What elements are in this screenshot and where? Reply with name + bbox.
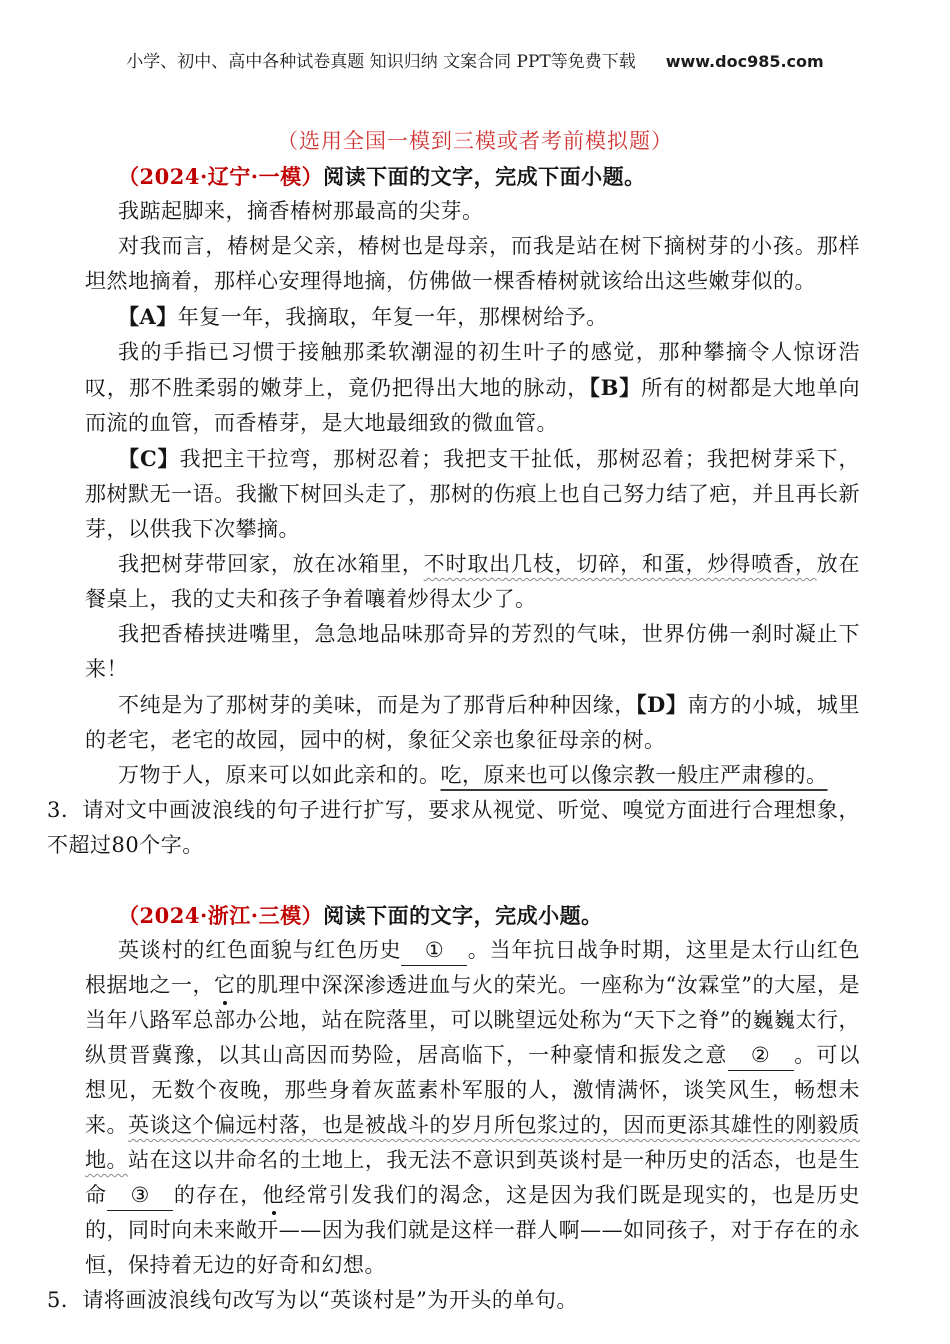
emphasis-dot-run: 他 — [262, 1183, 285, 1207]
text-run: 的存在， — [173, 1183, 263, 1207]
text-run: 年复一年，我摘取，年复一年，那棵树给予。 — [177, 305, 608, 329]
paragraph — [85, 617, 860, 687]
question-5: 5．请将画波浪线句改写为以“英谈村是”为开头的单句。 — [47, 1288, 578, 1312]
header-site-url[interactable]: www.doc985.com — [665, 52, 824, 71]
text-run: 。可以想见，无数个夜晚，那些身着灰蓝素朴军服的人，激情满怀，谈笑风生，畅想未来。 — [85, 1043, 860, 1137]
paragraph — [85, 194, 860, 229]
paragraph — [85, 547, 860, 617]
site-header — [0, 0, 950, 74]
text-run: 我把树芽带回家，放在冰箱里， — [118, 552, 424, 576]
passage-liaoning — [47, 159, 860, 793]
wavy-underline-run: 不时取出几枝，切碎，和蛋，炒得喷香， — [423, 552, 817, 576]
paragraph — [85, 687, 860, 758]
text-run: 我把香椿挟进嘴里，急急地品味那奇异的芳烈的气味，世界仿佛一刹时凝止下来！ — [85, 622, 860, 681]
passage1-source-tag: （2024·辽宁·一模） — [118, 164, 324, 189]
passage2-body — [85, 933, 860, 1283]
passage1-instruction: 阅读下面的文字，完成下面小题。 — [323, 164, 646, 189]
bracket-marker: 【B】 — [589, 375, 642, 400]
passage2-instruction: 阅读下面的文字，完成小题。 — [323, 903, 603, 928]
bracket-marker: 【D】 — [635, 692, 688, 717]
paragraph — [85, 933, 860, 1283]
wavy-underline-run: 英谈这个偏远村落，也是被战斗的岁月所包浆过的，因而更添其雄性的刚毅质地。 — [85, 1113, 861, 1172]
passage1-body — [85, 194, 860, 793]
paragraph — [85, 335, 860, 441]
text-run: 万物于人，原来可以如此亲和的。 — [118, 763, 441, 787]
paragraph — [85, 441, 860, 547]
paragraph — [85, 229, 860, 299]
text-run: 的肌理中深深渗透进血与火的荣光。一座称为“汝霖堂”的大屋，是当年八路军总部办公地，站在院落里，可以眺望远处称为“天下之脊”的巍巍太行，纵贯晋冀豫，以其山高因而势险，居高临下，一种豪情和振发之意 — [85, 973, 861, 1067]
document-content — [47, 159, 860, 1318]
text-run: 我把主干拉弯，那树忍着；我把支干扯低，那树忍着；我把树芽采下，那树默无一语。我撇下树回头走了，那树的伤痕上也自己努力结了疤，并且再长新芽，以供我下次攀摘。 — [85, 447, 860, 541]
text-run: 我的手指已习惯于接触那柔软潮湿的初生叶子的感觉，那种攀摘令人惊讶浩叹，那不胜柔弱的嫩芽上，竟仍把得出大地的脉动， — [85, 340, 860, 400]
blank-line-spacer — [47, 863, 860, 898]
bracket-marker: 【C】 — [118, 446, 180, 471]
passage1-heading — [85, 159, 860, 194]
blank-slot: ② — [728, 1040, 794, 1071]
text-run: 站在这以井命名的土地上，我无法不意识到英谈村是一种历史的活态，也是生命 — [85, 1148, 861, 1207]
text-run: 所有的树都是大地单向而流的血管，而香椿芽，是大地最细致的微血管。 — [85, 376, 861, 435]
blank-slot: ③ — [107, 1180, 173, 1211]
text-run: 放在餐桌上，我的丈夫和孩子争着嚷着炒得太少了。 — [85, 552, 861, 611]
text-run: 经常引发我们的渴念，这是因为我们既是现实的，也是历史的，同时向未来敞开——因为我们就是这样一群人啊——如同孩子，对于存在的永恒，保持着无边的好奇和幻想。 — [85, 1183, 860, 1277]
question-3: 3．请对文中画波浪线的句子进行扩写，要求从视觉、听觉、嗅觉方面进行合理想象，不超过80个字。 — [47, 798, 860, 857]
paragraph — [85, 299, 860, 335]
text-run: 南方的小城，城里的老宅，老宅的故园，园中的树，象征父亲也象征母亲的树。 — [85, 693, 861, 752]
selection-note: （选用全国一模到三模或者考前模拟题） — [277, 129, 673, 153]
blank-slot: ① — [401, 935, 467, 966]
paragraph — [85, 758, 860, 793]
header-promo-text: 小学、初中、高中各种试卷真题 知识归纳 文案合同 PPT等免费下载 — [126, 52, 636, 72]
passage2-source-tag: （2024·浙江·三模） — [118, 903, 324, 928]
text-run: 我踮起脚来，摘香椿树那最高的尖芽。 — [118, 199, 484, 223]
text-run: 英谈村的红色面貌与红色历史 — [118, 938, 402, 962]
text-run: 不纯是为了那树芽的美味，而是为了那背后种种因缘， — [118, 693, 636, 717]
text-run: 。当年抗日战争时期，这里是太行山红色根据地之一， — [85, 938, 860, 997]
bracket-marker: 【A】 — [118, 304, 178, 329]
text-run: 对我而言，椿树是父亲，椿树也是母亲，而我是站在树下摘树芽的小孩。那样坦然地摘着，那样心安理得地摘，仿佛做一棵香椿树就该给出这些嫩芽似的。 — [85, 234, 860, 293]
emphasis-dot-run: 它 — [214, 973, 236, 997]
solid-underline-run: 吃，原来也可以像宗教一般庄严肃穆的。 — [440, 763, 828, 787]
passage-zhejiang — [47, 898, 860, 1283]
passage2-heading — [85, 898, 860, 933]
